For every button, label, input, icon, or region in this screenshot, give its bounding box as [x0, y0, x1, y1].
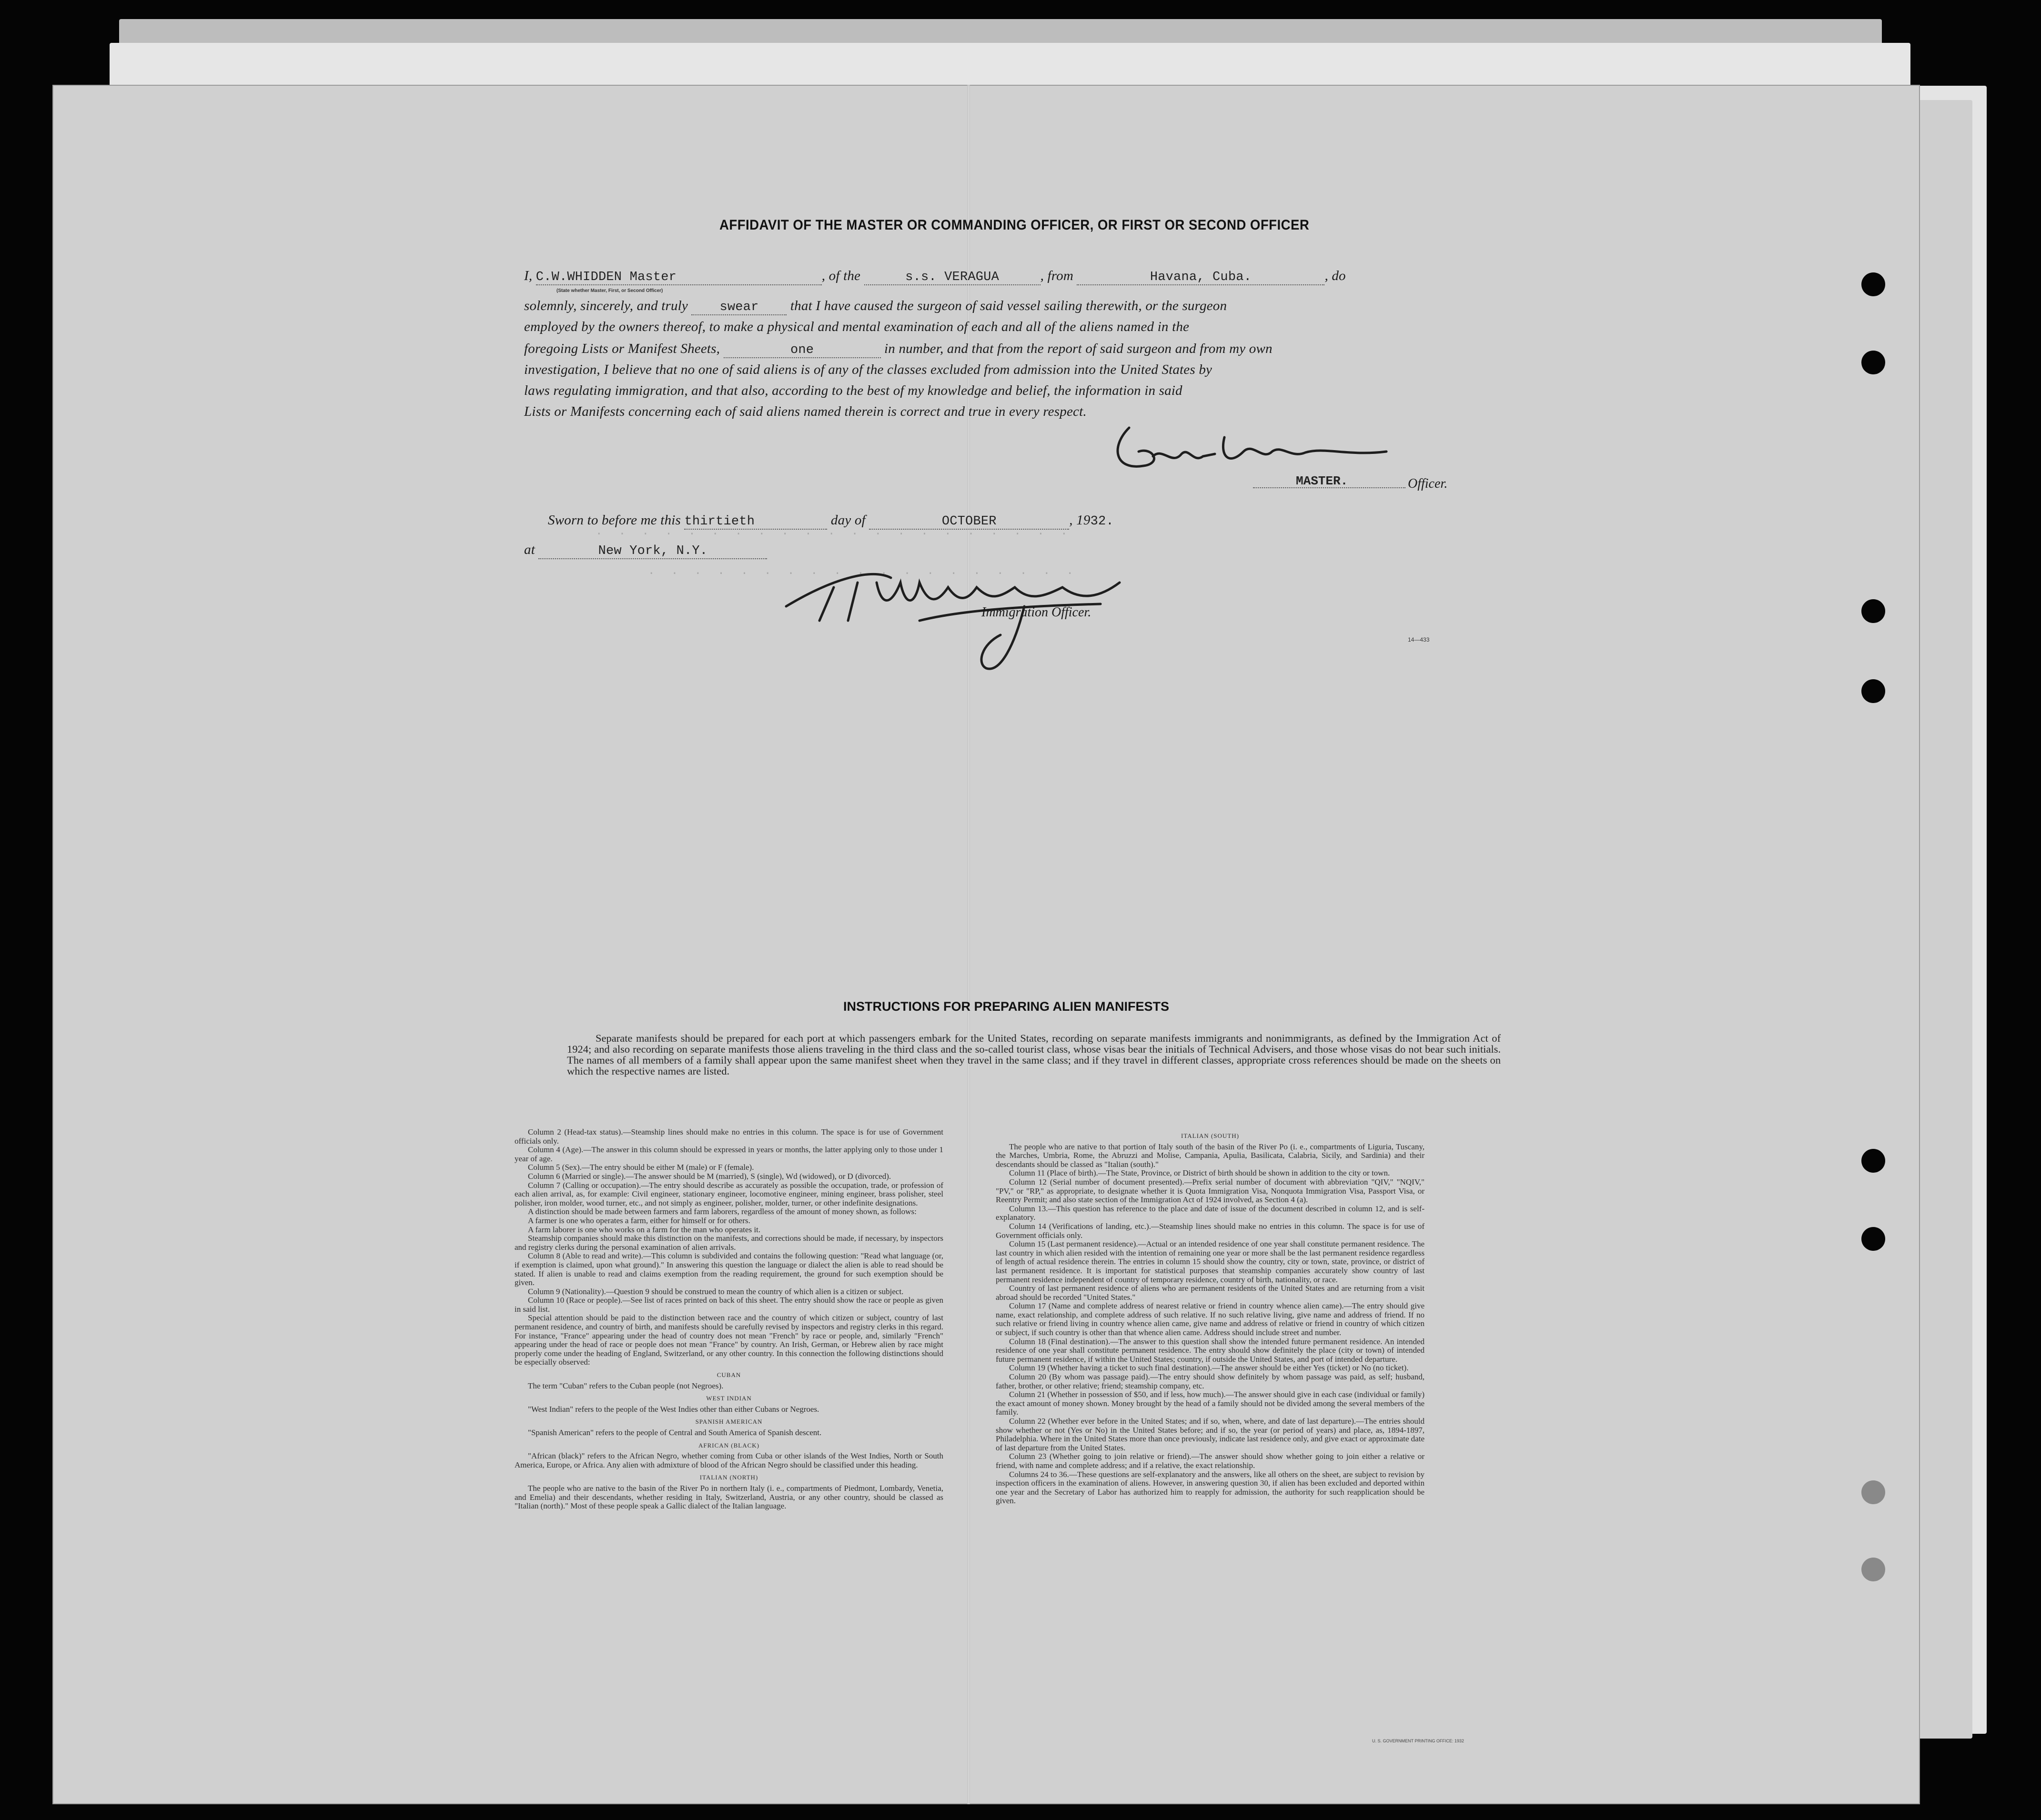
instruction-paragraph: "Spanish American" refers to the people of Central and South America of Spanish descent.	[528, 1428, 822, 1437]
instruction-paragraph: "West Indian" refers to the people of the West Indies other than either Cubans or Negroes.	[528, 1404, 819, 1414]
binding-hole	[1861, 1558, 1885, 1581]
affidavit-text: , 19	[1069, 513, 1091, 528]
instruction-paragraph: The term "Cuban" refers to the Cuban people (not Negroes).	[528, 1381, 724, 1390]
printer-imprint: U. S. GOVERNMENT PRINTING OFFICE: 1932	[1372, 1739, 1464, 1743]
section-heading: ITALIAN (NORTH)	[699, 1474, 758, 1481]
section-heading: ITALIAN (SOUTH)	[1181, 1132, 1239, 1139]
affidavit-line-6: laws regulating immigration, and that also, according to the best of my knowledge and belief, the information in said	[524, 383, 1182, 398]
vessel-name-field: s.s. VERAGUA	[864, 270, 1041, 285]
affidavit-line-7: Lists or Manifests concerning each of said aliens named therein is correct and true in every respect.	[524, 404, 1087, 419]
affidavit-line-4	[524, 341, 1273, 358]
section-heading: WEST INDIAN	[706, 1395, 752, 1402]
instruction-paragraph: Column 6 (Married or single).—The answer should be M (married), S (single), Wd (widowed), or D (divorced).	[528, 1171, 891, 1181]
instruction-paragraph: A farmer is one who operates a farm, either for himself or for others.	[528, 1216, 750, 1225]
instruction-paragraph: Column 2 (Head-tax status).—Steamship lines should make no entries in this column. The space is for use of Government officials only.	[515, 1127, 943, 1146]
immigration-officer-label: Immigration Officer.	[981, 605, 1091, 620]
affidavit-text: that I have caused the surgeon of said vessel sailing therewith, or the surgeon	[790, 298, 1227, 313]
signer-rank: MASTER.	[1296, 474, 1348, 488]
year-field: 32.	[1090, 514, 1114, 529]
document-page	[52, 85, 1920, 1804]
officer-label: Officer.	[1408, 476, 1448, 491]
instruction-paragraph: Column 20 (By whom was passage paid).—The entry should show definitely by whom passage was paid, as self; husband, father, brother, or other relative; friend; steamship company, etc.	[996, 1372, 1425, 1390]
instruction-paragraph: Columns 24 to 36.—These questions are self-explanatory and the answers, like all others on the sheet, are subject to revision by inspection officers in the examination of aliens. However, in answering question 30, if alien has been excluded and deported within one year and the Secretary of Labor has authorized him to reapply for admission, the authority for such reapplication should be given.	[996, 1469, 1425, 1506]
affidavit-text: at	[524, 542, 535, 557]
instruction-paragraph: Column 8 (Able to read and write).—This column is subdivided and contains the following question: "Read what language (or, if exemption is claimed, upon what ground)." In answering this question the language or dialect the alien is able to read should be stated. If alien is unable to read and claims exemption from the reading requirement, the ground for such exemption should be given.	[515, 1251, 943, 1287]
instructions-right-column	[996, 1128, 1425, 1506]
instruction-paragraph: Column 7 (Calling or occupation).—The entry should describe as accurately as possible the occupation, trade, or profession of each alien arrival, as, for example: Civil engineer, stationary engineer, locomotive engineer, mining engineer, brass polisher, steel polisher, iron molder, wood turner, etc., and not simply as engineer, polisher, molder, turner, or other indefinite designations.	[515, 1180, 943, 1207]
bleed-through-text: . . . . . . . . . . . . . . . . . . . . .	[596, 525, 1072, 538]
affidavit-text: I,	[524, 268, 533, 283]
instruction-paragraph: A farm laborer is one who works on a farm for the man who operates it.	[528, 1225, 761, 1234]
instruction-paragraph: Column 9 (Nationality).—Question 9 should be construed to mean the country of which alien is a citizen or subject.	[528, 1287, 904, 1296]
departure-port-field: Havana, Cuba.	[1077, 270, 1324, 285]
instruction-paragraph: "African (black)" refers to the African Negro, whether coming from Cuba or other islands of the West Indies, North or South America, Europe, or Africa. Any alien with admixture of blood of the African Negro should be classified under this heading.	[515, 1451, 943, 1469]
binding-hole	[1861, 599, 1885, 623]
instruction-paragraph: Country of last permanent residence of aliens who are permanent residents of the United States and are returning from a visit abroad should be recorded "United States."	[996, 1284, 1425, 1302]
affidavit-line-2	[524, 298, 1227, 315]
affidavit-text: day of	[830, 513, 866, 528]
affidavit-text: , of the	[821, 268, 861, 283]
instruction-paragraph: Column 17 (Name and complete address of nearest relative or friend in country whence alien came).—The entry should give name, exact relationship, and complete address of such relative. If no such relative living, give name and address of friend. If no such relative or friend living in country whence alien came, give name and address of relative or friend in country of which citizen or subject, if such country is other than that whence alien came. Address should include street and number.	[996, 1301, 1425, 1337]
master-signature	[1101, 418, 1434, 480]
binding-hole	[1861, 351, 1885, 374]
instruction-paragraph: Column 5 (Sex).—The entry should be either M (male) or F (female).	[528, 1163, 754, 1172]
instruction-paragraph: Column 13.—This question has reference to the place and date of issue of the document described in column 12, and is self-explanatory.	[996, 1204, 1425, 1222]
instruction-paragraph: Column 11 (Place of birth).—The State, Province, or District of birth should be shown in addition to the city or town.	[1009, 1168, 1390, 1178]
affidavit-line-5: investigation, I believe that no one of said aliens is of any of the classes excluded from admission into the United States by	[524, 362, 1212, 377]
rank-note: (State whether Master, First, or Second Officer)	[556, 288, 663, 293]
binding-hole	[1861, 272, 1885, 296]
binding-hole	[1861, 1227, 1885, 1251]
instructions-left-column	[515, 1128, 943, 1511]
instruction-paragraph: Column 15 (Last permanent residence).—Actual or an intended residence of one year shall constitute permanent residence. The last country in which alien resided with the intention of remaining one year or more shall be the last permanent residence regardless of length of actual residence therein. The entries in column 15 should show the country, city or town, state, province, or district of last permanent residence. It is important for statistical purposes that steamship companies accurately show country of last permanent residence independent of country of temporary residence, country of birth, nationality, or race.	[996, 1239, 1425, 1284]
instruction-paragraph: Column 22 (Whether ever before in the United States; and if so, when, where, and date of last departure).—The entries should show whether or not (Yes or No) in the United States before; and if so, the year (or period of years) and place, as, 1894-1897, Philadelphia. Where in the United States more than once previously, indicate last residence only, and give exact or approximate date of last departure from the United States.	[996, 1417, 1425, 1452]
instruction-paragraph: A distinction should be made between farmers and farm laborers, regardless of the amount of money shown, as follows:	[528, 1207, 917, 1217]
place-line	[524, 542, 767, 559]
instruction-paragraph: Steamship companies should make this distinction on the manifests, and corrections should be made, if necessary, by inspectors and registry clerks during the personal examination of alien arrivals.	[515, 1234, 943, 1252]
day-field: thirtieth	[684, 514, 827, 530]
oath-field: swear	[691, 300, 787, 315]
binding-hole	[1861, 1149, 1885, 1173]
instruction-paragraph: The people who are native to the basin of the River Po in northern Italy (i. e., compartments of Piedmont, Lombardy, Venetia, and Emelia) and their descendants, whether residing in Italy, Switzerland, Austria, or any other country, should be classed as "Italian (north)." Most of these people speak a Gallic dialect of the Italian language.	[515, 1483, 943, 1511]
section-heading: SPANISH AMERICAN	[695, 1418, 763, 1426]
month-field: OCTOBER	[869, 514, 1069, 530]
instruction-paragraph: Column 14 (Verifications of landing, etc.).—Steamship lines should make no entries in this column. The space is for use of Government officials only.	[996, 1221, 1425, 1240]
instruction-paragraph: Column 10 (Race or people).—See list of races printed on back of this sheet. The entry should show the race or people as given in said list.	[515, 1296, 943, 1314]
master-name-field: C.W.WHIDDEN Master	[536, 270, 822, 285]
affidavit-text: solemnly, sincerely, and truly	[524, 298, 688, 313]
affidavit-line-3: employed by the owners thereof, to make a physical and mental examination of each and all of the aliens named in the	[524, 319, 1190, 334]
instruction-paragraph: Column 4 (Age).—The answer in this column should be expressed in years or months, the latter applying only to those under 1 year of age.	[515, 1145, 943, 1163]
instructions-intro: Separate manifests should be prepared for each port at which passengers embark for the United States, recording on separate manifests immigrants and nonimmigrants, as defined by the Immigration Act of 1924; and also recording on separate manifests those aliens traveling in the third class and the so-called tourist class, whose visas bear the initials of Technical Advisers, and those whose visas do not bear such initials. The names of all members of a family shall appear upon the same manifest sheet when they travel in the same class; and if they travel in different classes, appropriate cross references should be made on the sheets on which the respective names are listed.	[567, 1032, 1501, 1077]
underlying-sheet	[1915, 100, 1972, 1739]
instruction-paragraph: Column 21 (Whether in possession of $50, and if less, how much).—The answer should give in each case (individual or family) the exact amount of money shown. Money brought by the head of a family should not be divided among the several members of the family.	[996, 1390, 1425, 1417]
binding-hole	[1861, 679, 1885, 703]
instruction-paragraph: Column 18 (Final destination).—The answer to this question shall show the intended future permanent residence. An intended residence of one year shall constitute permanent residence. The entry should show definitely the place (city or town) of intended future permanent residence, if within the United States; country, if outside the United States, and port of intended departure.	[996, 1337, 1425, 1364]
affidavit-text: foregoing Lists or Manifest Sheets,	[524, 341, 720, 356]
affidavit-title: AFFIDAVIT OF THE MASTER OR COMMANDING OFFICER, OR FIRST OR SECOND OFFICER	[719, 217, 1310, 233]
section-heading: AFRICAN (BLACK)	[698, 1441, 760, 1449]
instruction-paragraph: Column 12 (Serial number of document presented).—Prefix serial number of document with abbreviation "QIV," "NQIV," "PV," or "RP," as appropriate, to designate whether it is Quota Immigration Visa, Nonquota Immigration Visa, Passport Visa, or Reentry Permit; and also state section of the Immigration Act of 1924 involved, as Section 4 (a).	[996, 1177, 1425, 1205]
affidavit-line-1	[524, 268, 1346, 285]
form-number: 14—433	[1408, 636, 1430, 643]
instructions-title: INSTRUCTIONS FOR PREPARING ALIEN MANIFESTS	[843, 999, 1170, 1014]
sheet-count-field: one	[724, 343, 881, 358]
affidavit-text: in number, and that from the report of said surgeon and from my own	[884, 341, 1273, 356]
instruction-paragraph: The people who are native to that portion of Italy south of the basin of the River Po (i. e., compartments of Liguria, Tuscany, the Marches, Umbria, Rome, the Abruzzi and Molise, Campania, Apulia, Basilicata, Calabria, Sicily, and Sardinia) and their descendants should be classed as "Italian (south)."	[996, 1142, 1425, 1169]
bleed-through-text: . . . . . . . . . . . . . . . . . . .	[648, 565, 1078, 578]
affidavit-text: , do	[1324, 268, 1346, 283]
section-heading: CUBAN	[717, 1371, 741, 1379]
instruction-paragraph: Column 19 (Whether having a ticket to such final destination).—The answer should be either Yes (ticket) or No (no ticket).	[1009, 1363, 1409, 1373]
instruction-paragraph: Column 23 (Whether going to join relative or friend).—The answer should show whether going to join either a relative or friend, with name and complete address; and if a relative, the exact relationship.	[996, 1452, 1425, 1470]
affidavit-text: , from	[1040, 268, 1073, 283]
affidavit-text: Sworn to before me this	[548, 513, 681, 528]
binding-hole	[1861, 1480, 1885, 1504]
sworn-line	[548, 513, 1114, 530]
place-field: New York, N.Y.	[538, 544, 767, 559]
instruction-paragraph: Special attention should be paid to the distinction between race and the country of which citizen or subject, country of last permanent residence, and country of birth, and manifests should be carefully revised by inspectors and registry clerks in this regard. For instance, "France" appearing under the head of country does not mean "French" by race or people, and, similarly "French" appearing under the head of race or people does not mean "France" by country. An Irish, German, or Hebrew alien by race might properly come under the heading of England, Switzerland, or any other country. In this connection the following distinctions should be especially observed:	[515, 1313, 943, 1367]
